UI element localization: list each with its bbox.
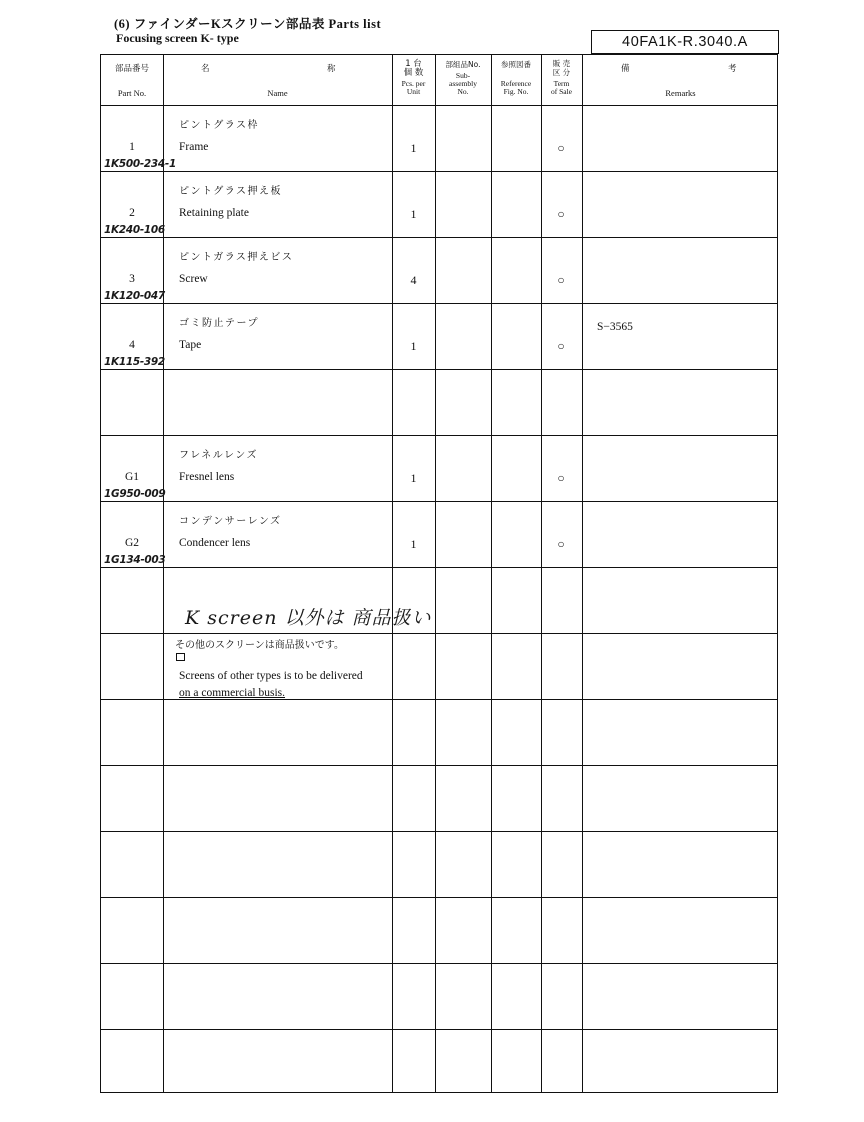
row-divider: [101, 501, 777, 502]
row-3-name-ja: ピントガラス押えビス: [179, 252, 294, 263]
header-part-no-ja: 部品番号: [114, 64, 149, 74]
header-remarks-ja-2: 考: [728, 64, 737, 74]
row-divider: [101, 765, 777, 766]
row-divider: [101, 1029, 777, 1030]
row-g2-sale-mark: ○: [557, 537, 565, 551]
row-g2-name-ja: コンデンサーレンズ: [179, 516, 282, 527]
section-title: (6) ファインダーKスクリーン部品表 Parts list: [114, 17, 382, 31]
row-divider: [101, 699, 777, 700]
row-3-part-no: 3: [129, 273, 135, 285]
row-divider: [101, 567, 777, 568]
header-ref-en-1: Reference: [500, 79, 532, 88]
note-en-line-2: on a commercial busis.: [179, 687, 286, 699]
header-name-ja-2: 称: [327, 64, 336, 74]
row-divider: [101, 831, 777, 832]
parts-table: [100, 54, 778, 1093]
header-pcs-en-1: Pcs. per: [401, 79, 426, 88]
row-4-sale-mark: ○: [557, 339, 565, 353]
row-g1-pcs: 1: [410, 471, 417, 485]
row-4-remarks: S−3565: [597, 321, 633, 333]
checkbox-icon: [176, 653, 185, 661]
row-3-name-en: Screw: [179, 273, 208, 285]
column-divider: [435, 55, 436, 1092]
column-divider: [491, 55, 492, 1092]
row-g2-handwritten-code: 1G134-003: [104, 554, 166, 566]
header-sub-ja: 部組品No.: [445, 60, 481, 69]
row-g1-name-ja: フレネルレンズ: [179, 450, 258, 461]
row-divider: [101, 435, 777, 436]
column-divider: [163, 55, 164, 1092]
header-part-no-en: Part No.: [117, 88, 147, 98]
header-sub-en-2: assembly: [449, 79, 477, 88]
row-1-sale-mark: ○: [557, 141, 565, 155]
row-4-handwritten-code: 1K115-392: [104, 356, 165, 368]
row-4-part-no: 4: [129, 339, 135, 351]
row-4-name-ja: ゴミ防止テープ: [179, 318, 259, 329]
row-1-part-no: 1: [129, 141, 135, 153]
handwritten-note: K screen 以外は 商品扱い: [185, 607, 432, 629]
row-1-handwritten-code: 1K500-234-1: [104, 158, 176, 170]
row-2-part-no: 2: [129, 207, 135, 219]
header-term-ja-1: 販 売: [552, 59, 571, 68]
header-term-en-1: Term: [553, 79, 570, 88]
row-divider: [101, 633, 777, 634]
header-divider: [101, 105, 777, 106]
row-divider: [101, 897, 777, 898]
row-4-pcs: 1: [410, 339, 417, 353]
row-3-sale-mark: ○: [557, 273, 565, 287]
row-2-name-en: Retaining plate: [179, 207, 249, 219]
row-divider: [101, 303, 777, 304]
document-code-box: 40FA1K-R.3040.A: [591, 30, 779, 54]
row-g2-pcs: 1: [410, 537, 417, 551]
row-3-pcs: 4: [410, 273, 417, 287]
note-ja: その他のスクリーンは商品扱いです。: [175, 640, 344, 651]
header-pcs-en-2: Unit: [406, 87, 421, 96]
row-g1-part-no: G1: [124, 471, 140, 483]
header-term-en-2: of Sale: [550, 87, 573, 96]
header-ref-en-2: Fig. No.: [503, 87, 529, 96]
row-1-pcs: 1: [410, 141, 417, 155]
row-g1-handwritten-code: 1G950-009: [104, 488, 166, 500]
note-en-line-1: Screens of other types is to be delivered: [179, 670, 363, 682]
row-g2-name-en: Condencer lens: [179, 537, 251, 549]
header-pcs-ja-1: 1 台: [405, 59, 422, 69]
row-2-handwritten-code: 1K240-106: [104, 224, 165, 236]
header-remarks-ja-1: 備: [621, 64, 630, 74]
row-3-handwritten-code: 1K120-047: [104, 290, 165, 302]
header-term-ja-2: 区 分: [552, 68, 571, 77]
row-2-pcs: 1: [410, 207, 417, 221]
row-g2-part-no: G2: [124, 537, 140, 549]
header-name-ja-1: 名: [201, 64, 210, 74]
row-1-name-ja: ピントグラス枠: [179, 120, 259, 131]
header-name-en: Name: [267, 88, 288, 98]
header-sub-en-1: Sub-: [455, 71, 471, 80]
header-pcs-ja-2: 個 数: [403, 68, 424, 78]
row-g1-name-en: Fresnel lens: [179, 471, 235, 483]
row-2-sale-mark: ○: [557, 207, 565, 221]
row-g1-sale-mark: ○: [557, 471, 565, 485]
row-4-name-en: Tape: [179, 339, 202, 351]
row-2-name-ja: ピントグラス押え板: [179, 186, 282, 197]
row-divider: [101, 171, 777, 172]
row-1-name-en: Frame: [179, 141, 209, 153]
header-ref-ja: 参照図番: [501, 60, 531, 69]
document-subtitle: Focusing screen K- type: [116, 31, 239, 45]
column-divider: [582, 55, 583, 1092]
row-divider: [101, 963, 777, 964]
header-sub-en-3: No.: [457, 87, 469, 96]
row-divider: [101, 369, 777, 370]
row-divider: [101, 237, 777, 238]
header-remarks-en: Remarks: [665, 88, 696, 98]
